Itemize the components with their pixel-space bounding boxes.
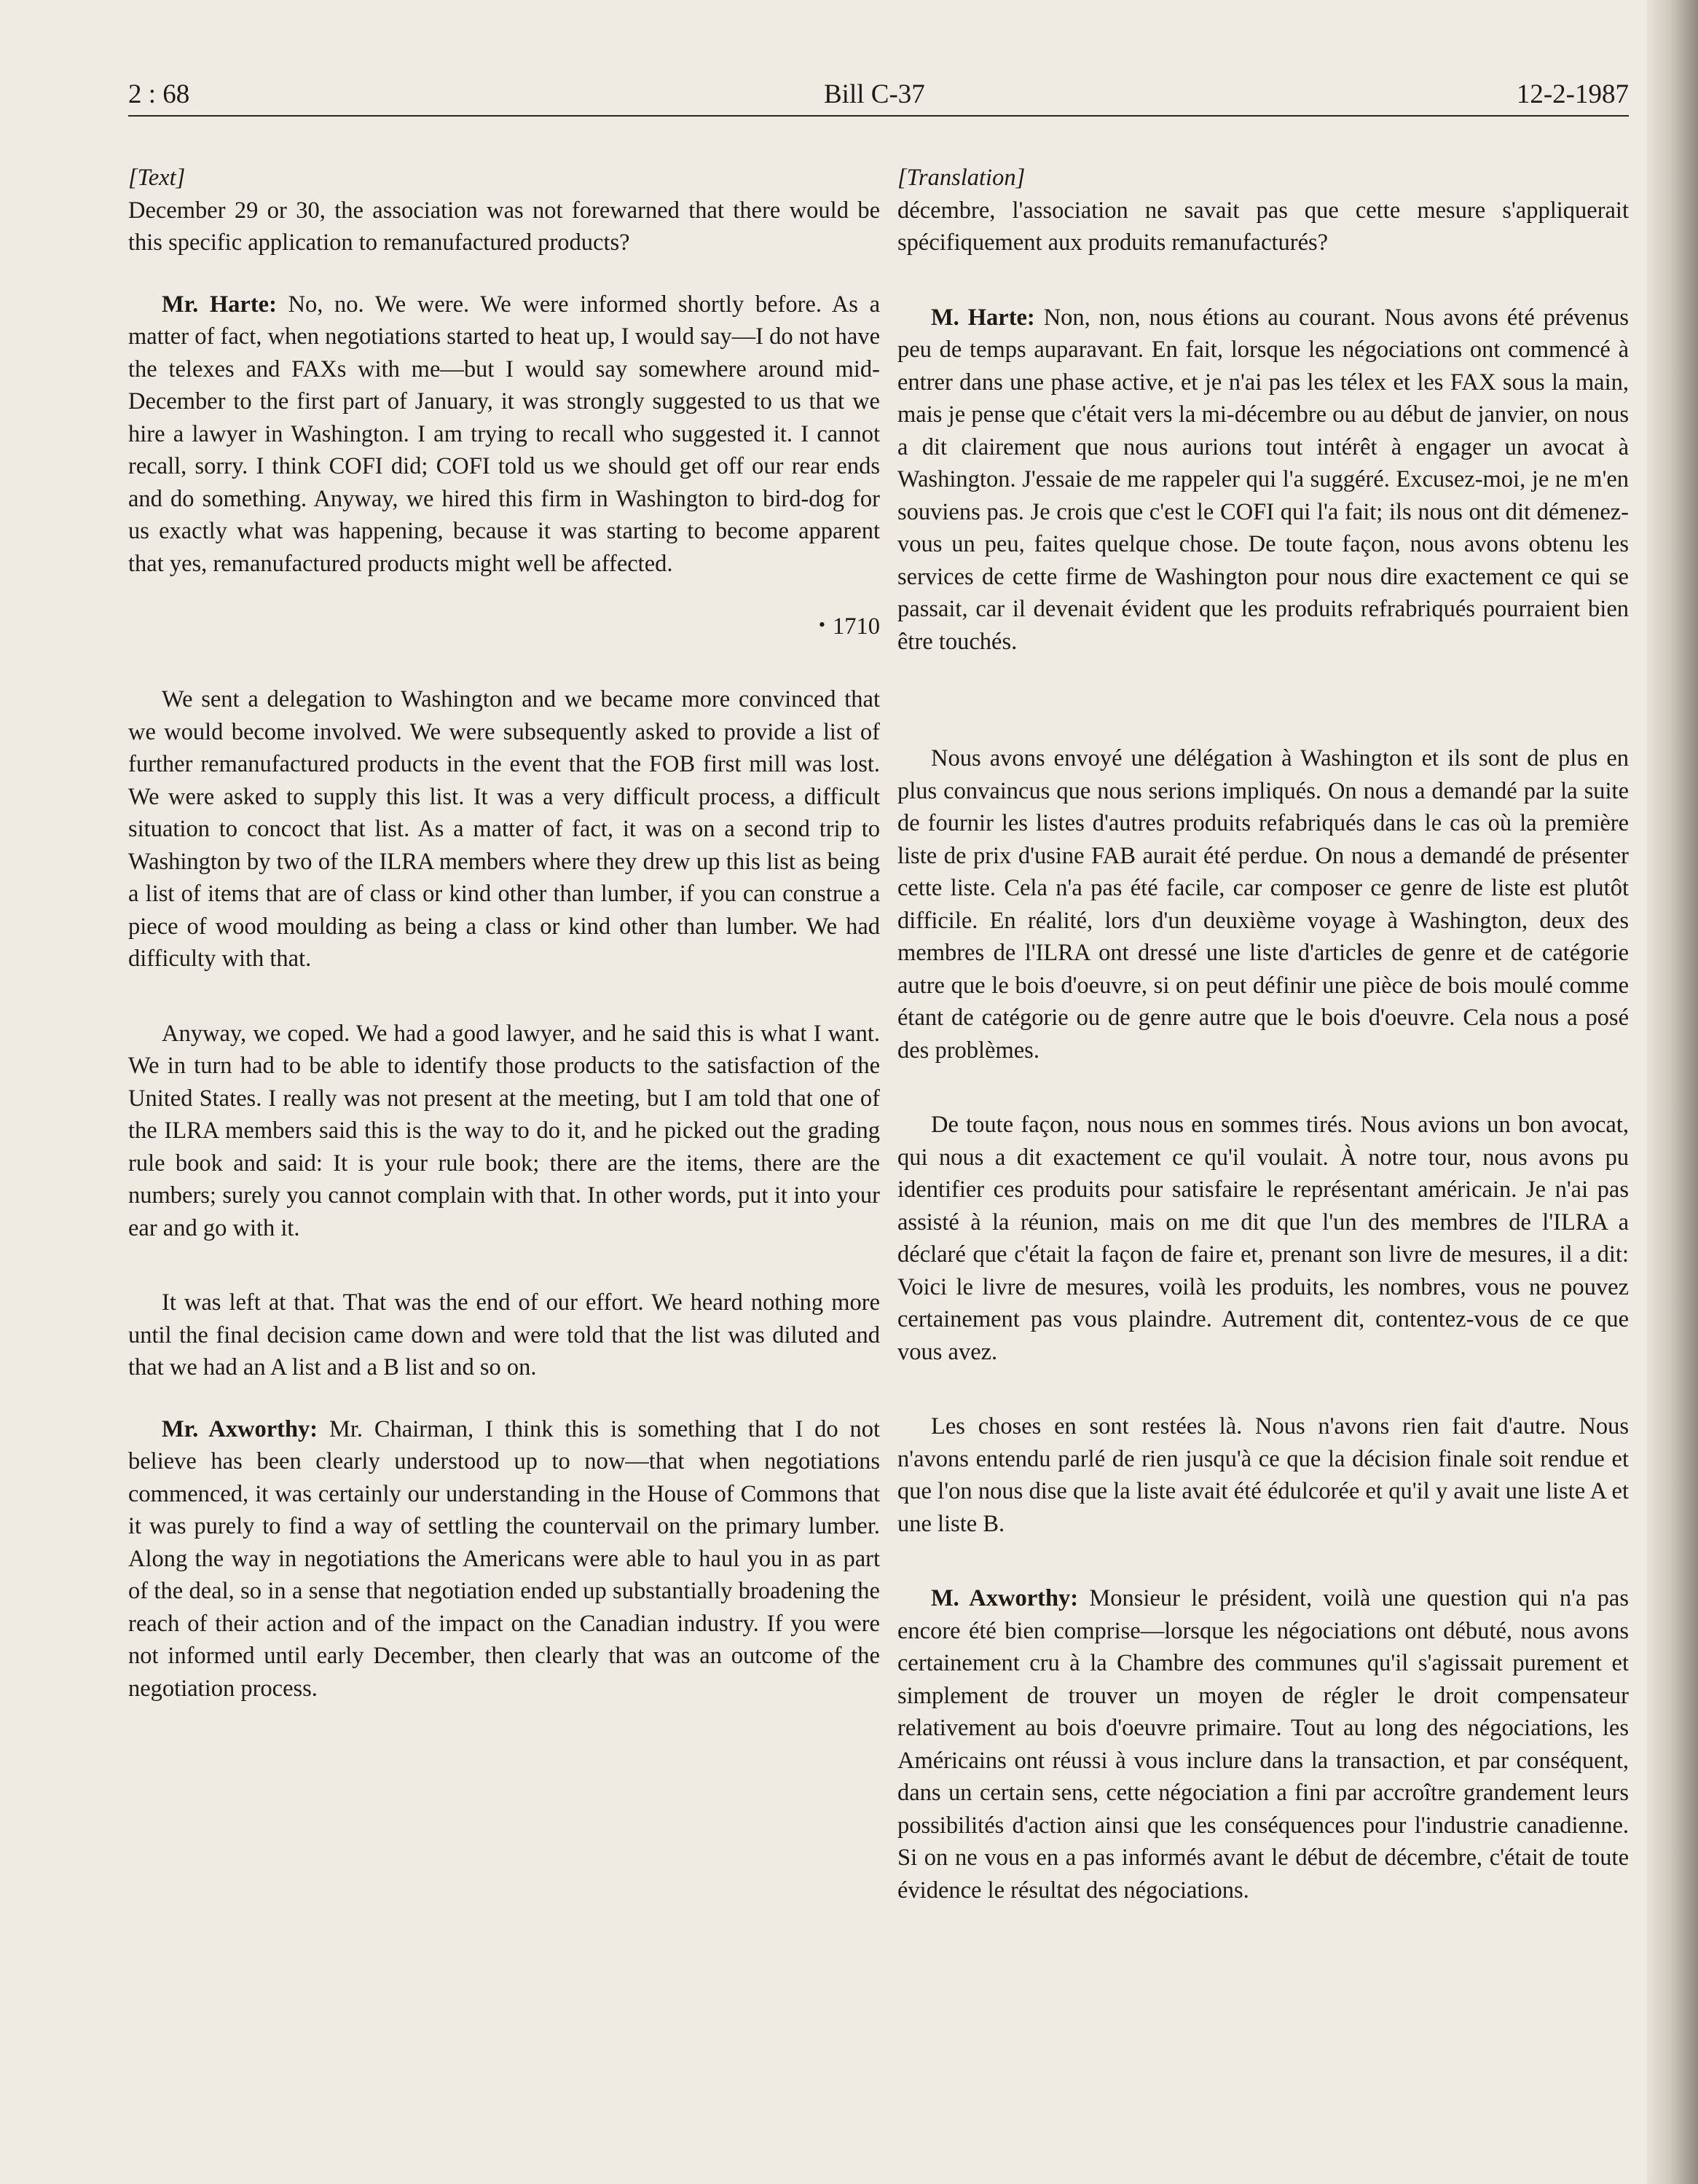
header-rule [128, 115, 1629, 117]
paragraph: December 29 or 30, the association was not forewarned that there would be this specific application to remanufactured products? [128, 197, 880, 256]
time-marker [128, 609, 880, 641]
speaker-paragraph [128, 1413, 880, 1705]
text-tag: [Text] [128, 165, 186, 191]
speaker-paragraph [897, 1582, 1629, 1906]
time-marker-value: 1710 [833, 613, 880, 640]
translation-tag: [Translation] [897, 165, 1026, 191]
paragraph: décembre, l'association ne savait pas que cette mesure s'appliquerait spécifiquement aux produits remanufacturés? [897, 197, 1629, 256]
page-number: 2 : 68 [128, 79, 190, 109]
speech-text: Monsieur le président, voilà une question qui n'a pas encore été bien comprise—lorsque les négociations ont débuté, nous avons certainement cru à la Chambre des communes qu'il s'agissait purement et simplement de trouver un moyen de régler le droit compensateur relativement au bois d'oeuvre primaire. Tout au long des négociations, les Américains ont réussi à vous inclure dans la transaction, et par conséquent, dans un certain sens, cette négociation a fini par accroître grandement leurs possibilités d'action ainsi que les conséquences pour l'industrie canadienne. Si on ne vous en a pas informés avant le début de décembre, c'était de toute évidence le résultat des négociations. [897, 1585, 1629, 1904]
paragraph: Anyway, we coped. We had a good lawyer, and he said this is what I want. We in turn had to be able to identify those products to the satisfaction of the United States. I really was not present at the meeting, but I am told that one of the ILRA members said this is the way to do it, and he picked out the grading rule book and said: It is your rule book; there are the items, there are the numbers; surely you cannot complain with that. In other words, put it into your ear and go with it. [128, 1020, 880, 1241]
speaker-name: Mr. Harte: [162, 291, 277, 318]
page-header [128, 79, 1629, 115]
speaker-paragraph [128, 288, 880, 581]
speaker-name: M. Harte: [931, 304, 1035, 331]
bill-title: Bill C-37 [824, 79, 925, 109]
french-column [897, 162, 1629, 1906]
paragraph: We sent a delegation to Washington and we became more convinced that we would become involved. We were subsequently asked to provide a list of further remanufactured products in the event that the FOB first mill was lost. We were asked to supply this list. It was a very difficult process, a difficult situation to concoct that list. As a matter of fact, it was on a second trip to Washington by two of the ILRA members where they drew up this list as being a list of items that are of class or kind other than lumber, if you can construe a piece of wood moulding as being a class or kind other than lumber. We had difficulty with that. [128, 686, 880, 972]
speech-text: Mr. Chairman, I think this is something that I do not believe has been clearly understood up to now—that when negotiations commenced, it was certainly our understanding in the House of Commons that it was purely to find a way of settling the countervail on the primary lumber. Along the way in negotiations the Americans were able to haul you in as part of the deal, so in a sense that negotiation ended up substantially broadening the reach of their action and of the impact on the Canadian industry. If you were not informed until early December, then clearly that was an outcome of the negotiation process. [128, 1415, 880, 1702]
header-date: 12-2-1987 [1516, 79, 1629, 109]
speech-text: No, no. We were. We were informed shortly before. As a matter of fact, when negotiations started to heat up, I would say—I do not have the telexes and FAXs with me—but I would say somewhere around mid-December to the first part of January, it was strongly suggested to us that we hire a lawyer in Washington. I am trying to recall who suggested it. I cannot recall, sorry. I think COFI did; COFI told us we should get off our rear ends and do something. Anyway, we hired this firm in Washington to bird-dog for us exactly what was happening, because it was starting to become apparent that yes, remanufactured products might well be affected. [128, 291, 880, 577]
paragraph: It was left at that. That was the end of our effort. We heard nothing more until the final decision came down and were told that the list was diluted and that we had an A list and a B list and so on. [128, 1289, 880, 1380]
paragraph: Les choses en sont restées là. Nous n'avons rien fait d'autre. Nous n'avons entendu parlé de rien jusqu'à ce que la décision finale soit rendue et que l'on nous dise que la liste avait été édulcorée et qu'il y avait une liste A et une liste B. [897, 1413, 1629, 1537]
paragraph: De toute façon, nous nous en sommes tirés. Nous avions un bon avocat, qui nous a dit exactement ce qu'il voulait. À notre tour, nous avons pu identifier ces produits pour satisfaire le représentant américain. Je n'ai pas assisté à la réunion, mais on me dit que l'un des membres de l'ILRA a déclaré que c'était la façon de faire et, prenant son livre de mesures, il a dit: Voici le livre de mesures, voilà les produits, les nombres, vous ne pouvez certainement pas vous plaindre. Autrement dit, contentez-vous de ce que vous avez. [897, 1112, 1629, 1365]
speaker-paragraph [897, 302, 1629, 659]
speaker-name: M. Axworthy: [931, 1585, 1079, 1611]
speaker-name: Mr. Axworthy: [162, 1415, 318, 1442]
speech-text: Non, non, nous étions au courant. Nous avons été prévenus peu de temps auparavant. En fait, lorsque les négociations ont commencé à entrer dans une phase active, et je n'ai pas les télex et les FAX sous la main, mais je pense que c'était vers la mi-décembre ou au début de janvier, on nous a dit clairement que nous aurions tout intérêt à engager un avocat à Washington. J'essaie de me rappeler qui l'a suggéré. Excusez-moi, je ne m'en souviens pas. Je crois que c'est le COFI qui l'a fait; ils nous ont dit démenez-vous un peu, faites quelque chose. De toute façon, nous avons obtenu les services de cette firme de Washington pour nous dire exactement ce qui se passait, car il devenait évident que les produits refrabriqués pourraient bien être touchés. [897, 304, 1629, 655]
bullet-icon: • [818, 614, 825, 635]
page-binding-shadow [1647, 0, 1698, 2184]
paragraph: Nous avons envoyé une délégation à Washington et ils sont de plus en plus convaincus que nous serions impliqués. On nous a demandé par la suite de fournir les listes d'autres produits refabriqués dans le cas où la première liste de prix d'usine FAB aurait été perdue. On nous a demandé de présenter cette liste. Cela n'a pas été facile, car composer ce genre de liste est plutôt difficile. En réalité, lors d'un deuxième voyage à Washington, deux des membres de l'ILRA ont dressé une liste d'articles de genre et de catégorie autre que le bois d'oeuvre, si on peut définir une pièce de bois moulé comme étant de catégorie ou de genre autre que le bois d'oeuvre. Cela nous a posé des problèmes. [897, 745, 1629, 1064]
english-column [128, 162, 880, 1705]
